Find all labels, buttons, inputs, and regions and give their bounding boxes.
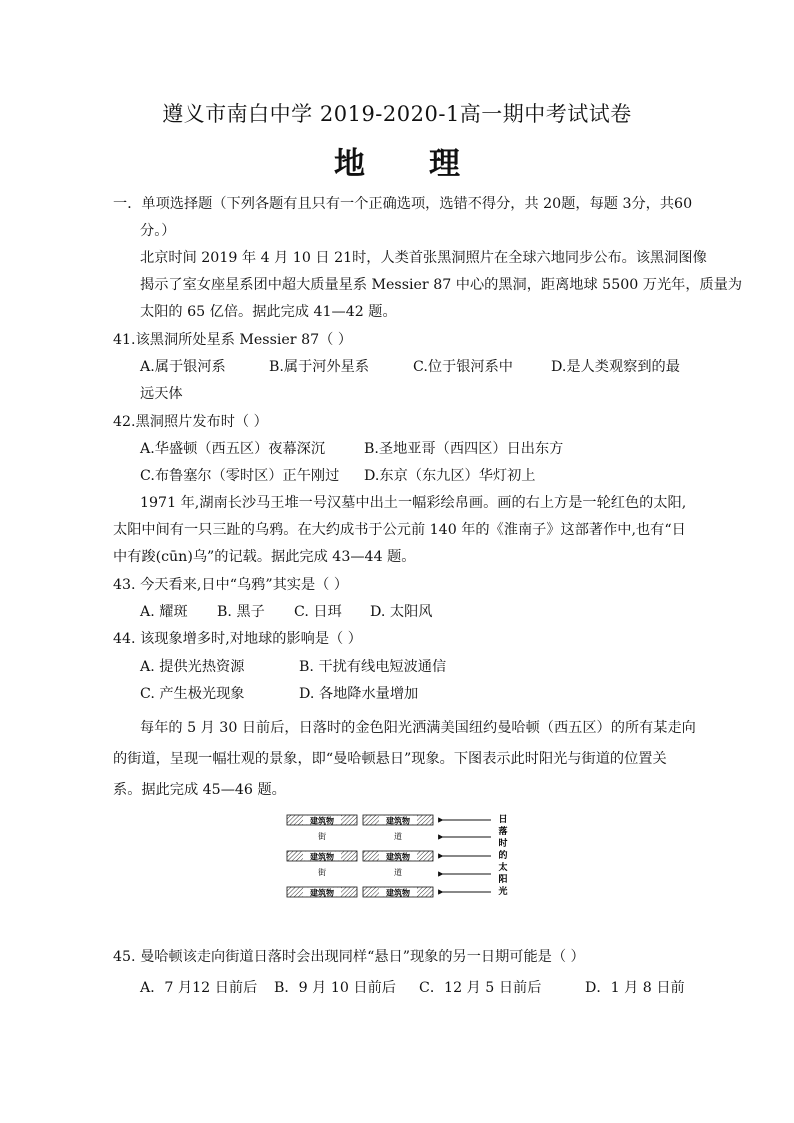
question-41-stem: 41.该黑洞所处星系 Messier 87（ ）	[113, 332, 353, 348]
q41-option-b: B.属于河外星系	[269, 359, 370, 375]
sun-label-char: 光	[498, 887, 508, 897]
passage3-line1: 每年的 5 月 30 日前后，日落时的金色阳光洒满美国纽约曼哈顿（西五区）的所有某走向	[140, 720, 696, 736]
q41-option-d-continued: 远天体	[140, 386, 183, 402]
q44-option-a: A. 提供光热资源	[140, 659, 245, 675]
sun-label-char: 阳	[498, 875, 508, 885]
street-label-2: 道	[394, 832, 402, 841]
sun-label-char: 日	[498, 815, 508, 825]
q44-option-b: B. 干扰有线电短波通信	[299, 659, 447, 675]
sun-label-char: 时	[498, 839, 508, 849]
q41-option-c: C.位于银河系中	[413, 359, 513, 375]
q45-option-a: A．7 月12 日前后	[140, 980, 258, 996]
q42-option-a: A.华盛顿（西五区）夜幕深沉	[140, 441, 326, 457]
street-sunlight-diagram	[283, 810, 515, 904]
passage2-line3: 中有踆(cūn)乌”的记载。据此完成 43—44 题。	[113, 549, 416, 565]
building-label: 建筑物	[386, 852, 410, 862]
q42-option-b: B.圣地亚哥（西四区）日出东方	[364, 441, 564, 457]
q41-option-a: A.属于银河系	[140, 359, 226, 375]
sun-label-char: 的	[498, 851, 508, 861]
question-44-stem: 44. 该现象增多时,对地球的影响是（ ）	[113, 631, 362, 647]
sun-label-char: 落	[498, 827, 508, 837]
q44-option-c: C. 产生极光现象	[140, 686, 245, 702]
question-43-stem: 43. 今天看来,日中“乌鸦”其实是（ ）	[113, 577, 349, 593]
section-instructions-line2: 分。）	[140, 223, 176, 239]
passage1-line1: 北京时间 2019 年 4 月 10 日 21时，人类首张黑洞照片在全球六地同步公布。该黑洞图像	[140, 250, 707, 266]
building-label: 建筑物	[310, 852, 334, 862]
q43-option-a: A. 耀斑	[140, 604, 188, 620]
passage2-line1: 1971 年,湖南长沙马王堆一号汉墓中出土一幅彩绘帛画。画的右上方是一轮红色的太阳,	[140, 495, 687, 511]
subject-char-2: 理	[429, 146, 460, 182]
building-label: 建筑物	[386, 816, 410, 826]
passage3-line2: 的街道，呈现一幅壮观的景象，即“曼哈顿悬日”现象。下图表示此时阳光与街道的位置关	[113, 751, 667, 767]
question-45-stem: 45. 曼哈顿该走向街道日落时会出现同样“悬日”现象的另一日期可能是（ ）	[113, 949, 585, 965]
q45-option-c: C．12 月 5 日前后	[419, 980, 542, 996]
q43-option-b: B. 黑子	[217, 604, 265, 620]
q43-option-c: C. 日珥	[294, 604, 342, 620]
exam-title: 遵义市南白中学 2019-2020-1高一期中考试试卷	[162, 102, 632, 126]
q45-option-d: D．1 月 8 日前	[585, 980, 685, 996]
street-label-2: 道	[394, 868, 402, 877]
section-instructions-line1: 一．单项选择题（下列各题有且只有一个正确选项，选错不得分，共 20题，每题 3分，共60	[113, 196, 693, 212]
street-label-1: 街	[318, 868, 326, 877]
building-label: 建筑物	[386, 888, 410, 898]
street-label-1: 街	[318, 832, 326, 841]
q41-option-d: D.是人类观察到的最	[551, 359, 680, 375]
passage1-line3: 太阳的 65 亿倍。据此完成 41—42 题。	[140, 304, 397, 320]
passage1-line2: 揭示了室女座星系团中超大质量星系 Messier 87 中心的黑洞，距离地球 5500 万光年，质量为	[140, 277, 743, 293]
subject-char-1: 地	[334, 146, 365, 182]
building-label: 建筑物	[310, 888, 334, 898]
q42-option-d: D.东京（东九区）华灯初上	[364, 468, 536, 484]
passage2-line2: 太阳中间有一只三趾的乌鸦。在大约成书于公元前 140 年的《淮南子》这部著作中,也有“日	[113, 522, 686, 538]
q44-option-d: D. 各地降水量增加	[299, 686, 419, 702]
sun-label-char: 太	[498, 863, 508, 873]
building-label: 建筑物	[310, 816, 334, 826]
q45-option-b: B．9 月 10 日前后	[274, 980, 396, 996]
subject-heading	[0, 138, 794, 183]
q43-option-d: D. 太阳风	[370, 604, 433, 620]
question-42-stem: 42.黑洞照片发布时（ ）	[113, 414, 268, 430]
q42-option-c: C.布鲁塞尔（零时区）正午刚过	[140, 468, 340, 484]
passage3-line3: 系。据此完成 45—46 题。	[113, 782, 286, 798]
